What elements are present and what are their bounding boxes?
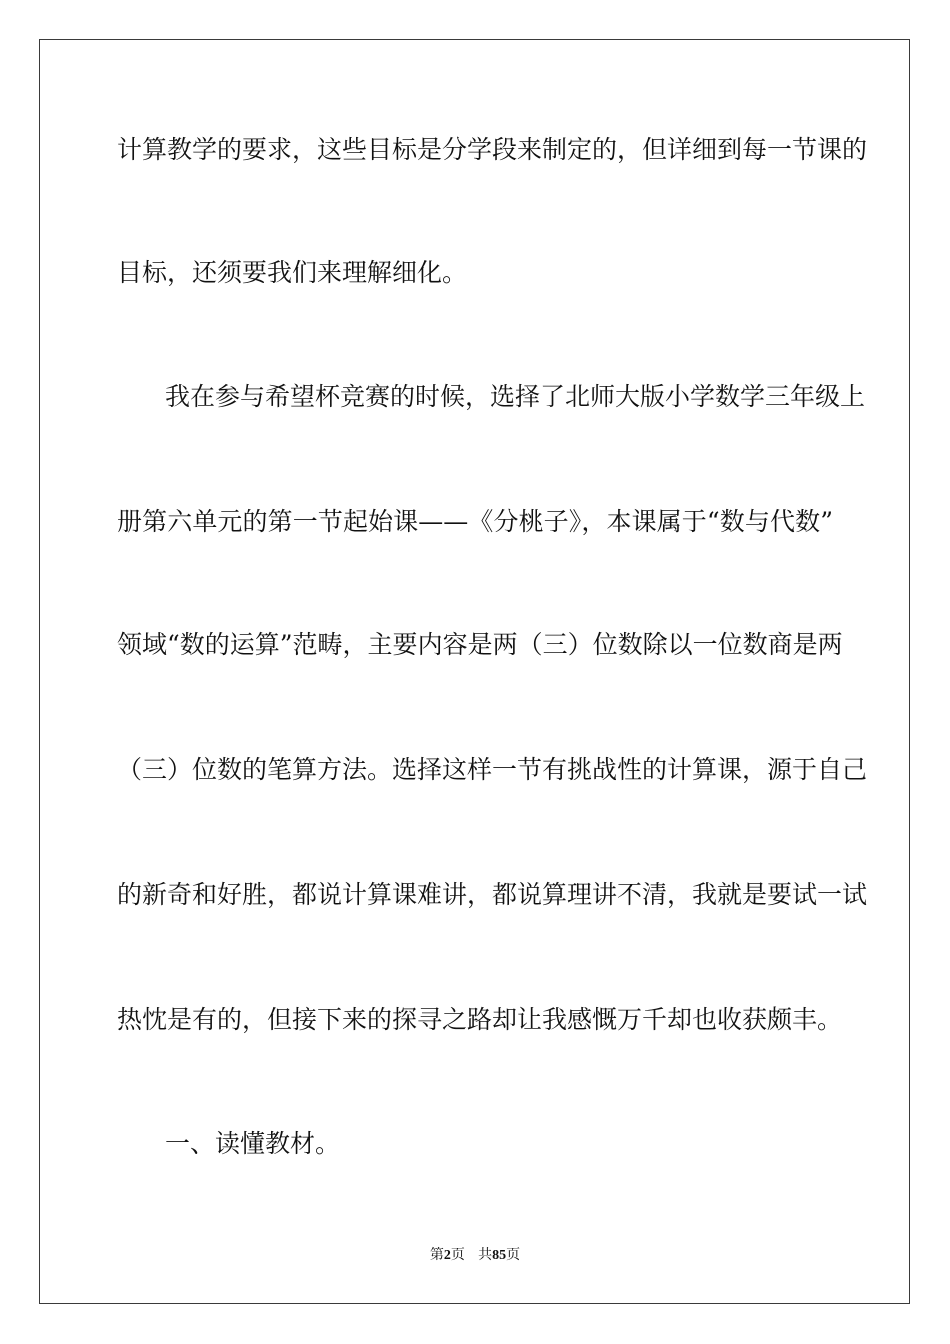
page-prefix: 第 <box>429 1247 444 1263</box>
paragraph-line: 领域“数的运算”范畴，主要内容是两（三）位数除以一位数商是两 <box>117 630 843 659</box>
page-number: 2 <box>443 1248 451 1263</box>
page-frame <box>39 39 910 1304</box>
total-pages: 85 <box>492 1248 507 1263</box>
page-suffix: 页 <box>450 1247 465 1263</box>
page-footer <box>0 1246 950 1265</box>
total-suffix: 页 <box>506 1247 521 1263</box>
paragraph-line: （三）位数的笔算方法。选择这样一节有挑战性的计算课，源于自己 <box>117 755 868 784</box>
paragraph-line: 计算教学的要求，这些目标是分学段来制定的，但详细到每一节课的 <box>117 135 868 164</box>
paragraph-line: 我在参与希望杯竞赛的时候，选择了北师大版小学数学三年级上 <box>165 382 866 411</box>
section-heading: 一、读懂教材。 <box>165 1129 341 1158</box>
paragraph-line: 目标，还须要我们来理解细化。 <box>117 258 468 287</box>
paragraph-line: 热忱是有的，但接下来的探寻之路却让我感慨万千却也收获颇丰。 <box>117 1005 843 1034</box>
paragraph-line: 的新奇和好胜，都说计算课难讲，都说算理讲不清，我就是要试一试 <box>117 880 868 909</box>
paragraph-line: 册第六单元的第一节起始课——《分桃子》，本课属于“数与代数” <box>117 507 833 536</box>
total-prefix: 共 <box>478 1247 493 1263</box>
